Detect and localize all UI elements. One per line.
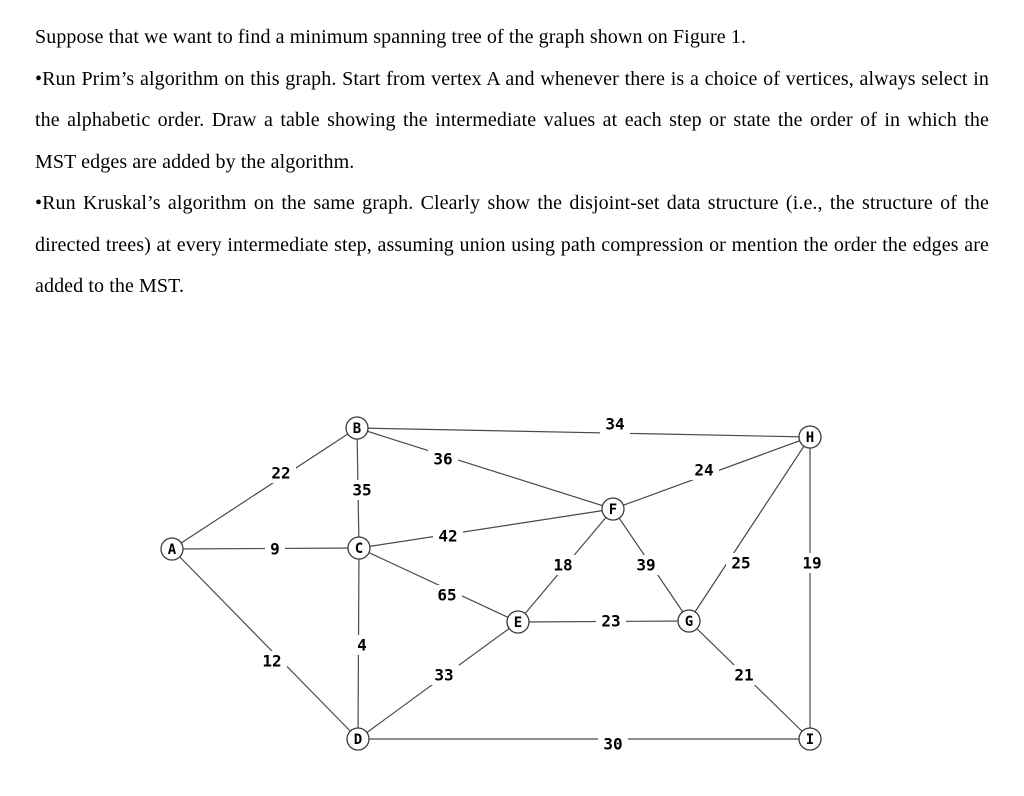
- edge-weight-E-G: 23: [601, 611, 621, 631]
- edge-weight-A-B: 22: [271, 463, 291, 483]
- graph-svg: [0, 380, 1024, 796]
- edge-A-D: [172, 549, 358, 739]
- edge-weight-C-D: 4: [357, 635, 367, 655]
- node-label-E: E: [513, 615, 523, 631]
- edge-B-F: [357, 428, 613, 509]
- node-label-I: I: [805, 732, 815, 748]
- edge-weight-C-E: 65: [437, 585, 457, 605]
- edge-weight-C-F: 42: [438, 526, 458, 546]
- edge-weight-H-I: 19: [802, 553, 822, 573]
- edge-weight-B-F: 36: [433, 449, 453, 469]
- node-label-D: D: [353, 732, 363, 748]
- edge-weight-B-H: 34: [605, 414, 625, 434]
- kruskal-bullet-paragraph: •Run Kruskal’s algorithm on the same graph. Clearly show the disjoint-set data structure (i.e., the structure of the directed trees) at every intermediate step, assuming union using path compression or mention the order the edges are added to the MST.: [35, 192, 989, 297]
- problem-statement: [35, 17, 989, 308]
- graph-figure: [0, 380, 1024, 796]
- prim-bullet-paragraph: •Run Prim’s algorithm on this graph. Start from vertex A and whenever there is a choice of vertices, always select in the alphabetic order. Draw a table showing the intermediate values at each step or state the order of in which the MST edges are added by the algorithm.: [35, 67, 989, 173]
- edge-weight-E-F: 18: [553, 555, 573, 575]
- edge-weight-A-C: 9: [270, 539, 280, 559]
- edge-A-B: [172, 428, 357, 549]
- node-label-A: A: [167, 542, 177, 558]
- node-label-F: F: [608, 502, 618, 518]
- edge-weight-G-H: 25: [731, 553, 751, 573]
- edge-weight-B-C: 35: [352, 480, 372, 500]
- edge-weight-G-I: 21: [734, 665, 754, 685]
- edge-C-F: [359, 509, 613, 548]
- edge-weight-D-I: 30: [603, 734, 623, 754]
- node-label-B: B: [352, 421, 362, 437]
- edge-weight-F-G: 39: [636, 555, 656, 575]
- edge-weight-D-E: 33: [434, 665, 454, 685]
- node-label-G: G: [684, 614, 694, 630]
- intro-paragraph: Suppose that we want to find a minimum spanning tree of the graph shown on Figure 1.: [35, 26, 747, 48]
- edge-weight-F-H: 24: [694, 460, 714, 480]
- edge-B-H: [357, 428, 810, 437]
- node-label-H: H: [805, 430, 815, 446]
- node-label-C: C: [354, 541, 364, 557]
- edge-weight-A-D: 12: [262, 651, 282, 671]
